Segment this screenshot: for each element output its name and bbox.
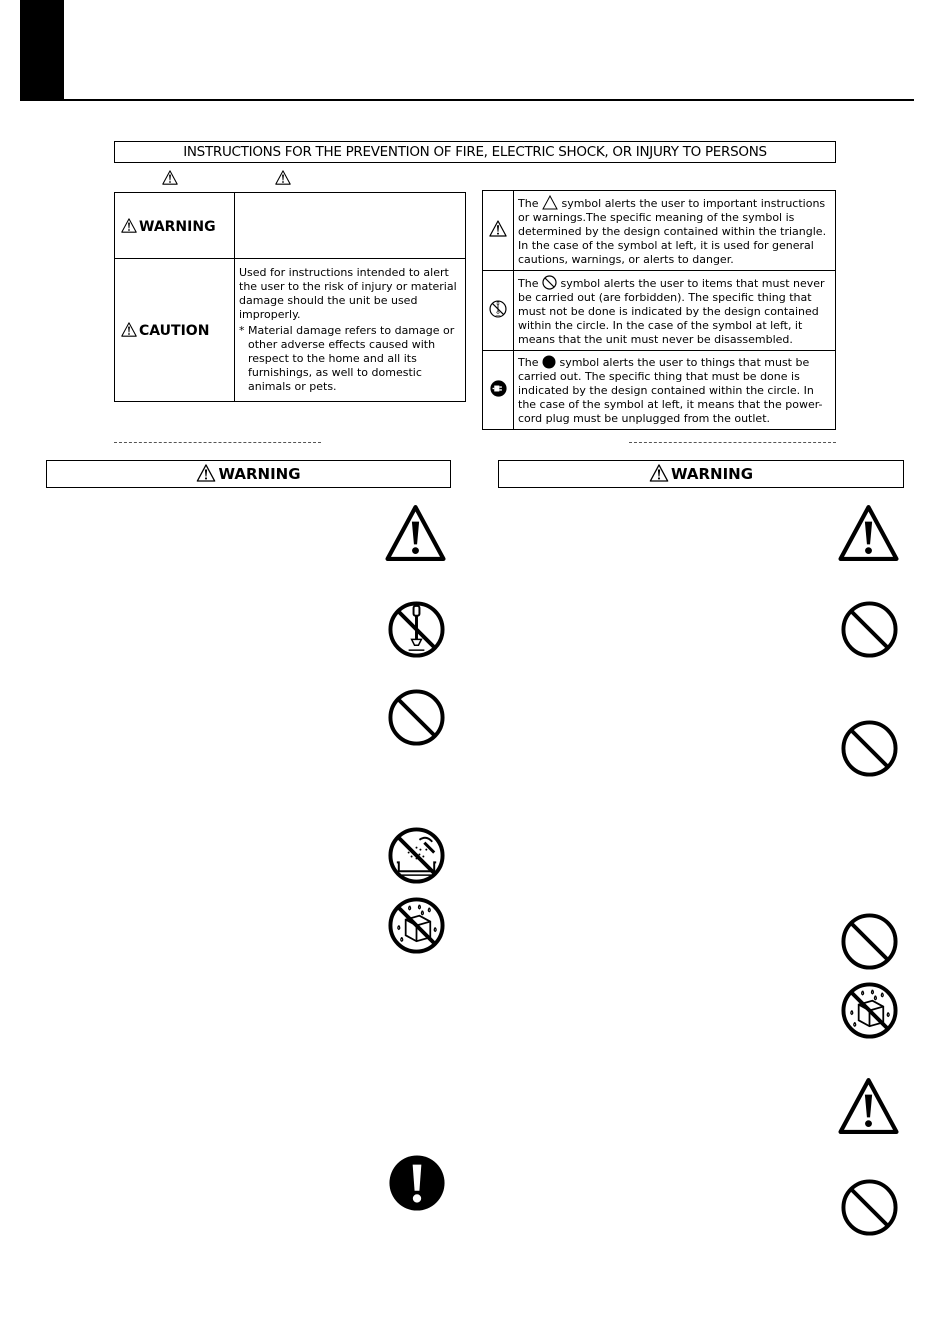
caution-label: CAUTION [139,323,210,339]
caution-label-cell [115,259,235,402]
caution-triangle-icon [489,220,507,237]
explanation-text: symbol alerts the user to items that must never be carried out (are forbidden). The specific thing that must not be done is indicated by the design contained within the circle. In the case of the symbol at left, it means that the unit must never be disassembled. [518,277,825,346]
explanation-text: symbol alerts the user to important instructions or warnings.The specific meaning of the symbol is determined by the design contained within the triangle. In the case of the symbol at left, it is used for general cautions, warnings, or alerts to danger. [518,197,827,266]
caution-description: Used for instructions intended to alert the user to the risk of injury or material damage should the unit be used improperly. [239,266,457,321]
right-warning-heading [498,460,904,488]
caution-triangle-icon [837,504,900,562]
dashed-separator [114,442,321,443]
severity-table [114,192,466,402]
mandatory-action-icon [388,1154,446,1212]
no-disassemble-icon [489,300,507,318]
prohibited-icon [840,719,899,778]
unplug-icon [490,380,507,397]
no-bath-water-icon [387,826,446,885]
symbol-cell [483,351,514,430]
dashed-separator [629,442,836,443]
symbol-cell [483,271,514,351]
right-warning-title: WARNING [670,465,754,483]
left-warning-heading [46,460,451,488]
caution-triangle-icon [275,170,291,185]
left-warning-title: WARNING [218,465,301,483]
caution-description-cell [235,259,466,402]
triangle-symbol-icon [542,195,558,210]
explanation-prefix: The [518,197,539,210]
chapter-tab [20,0,64,101]
caution-triangle-icon [121,322,137,337]
caution-triangle-icon [162,170,178,185]
caution-triangle-icon [196,464,216,482]
explanation-text: symbol alerts the user to things that must be carried out. The specific thing that must be done is indicated by the design contained within the circle. In the case of the symbol at left, it means that the power-cord plug must be unplugged from the outlet. [518,356,823,425]
caution-triangle-icon [837,1077,900,1135]
mandatory-symbol-explanation [514,351,836,430]
no-disassemble-icon [387,600,446,659]
symbol-explanation-table [482,190,836,430]
caution-triangle-icon [121,218,137,233]
prohibited-icon [840,1178,899,1237]
explanation-prefix: The [518,356,539,369]
caution-note [239,324,461,394]
warning-label: WARNING [139,218,216,235]
prohibited-icon [840,912,899,971]
prohibited-icon [840,600,899,659]
caution-note-text: Material damage refers to damage or other adverse effects caused with respect to the home and all its furnishings, as well to domestic animals or pets. [248,324,455,393]
prohibit-symbol-explanation [514,271,836,351]
mandatory-symbol-icon [542,355,556,369]
symbol-cell [483,191,514,271]
note-asterisk: * [239,324,245,337]
caution-triangle-icon [649,464,669,482]
explanation-prefix: The [518,277,539,290]
prohibit-symbol-icon [542,275,557,290]
safety-instructions-heading: INSTRUCTIONS FOR THE PREVENTION OF FIRE, ELECTRIC SHOCK, OR INJURY TO PERSONS [114,141,836,163]
triangle-symbol-explanation [514,191,836,271]
no-wet-icon [387,896,446,955]
header-rule [20,99,914,101]
caution-triangle-icon [384,504,447,562]
prohibited-icon [387,688,446,747]
warning-label-cell [115,193,235,259]
no-wet-icon [840,981,899,1040]
warning-description [235,193,466,259]
